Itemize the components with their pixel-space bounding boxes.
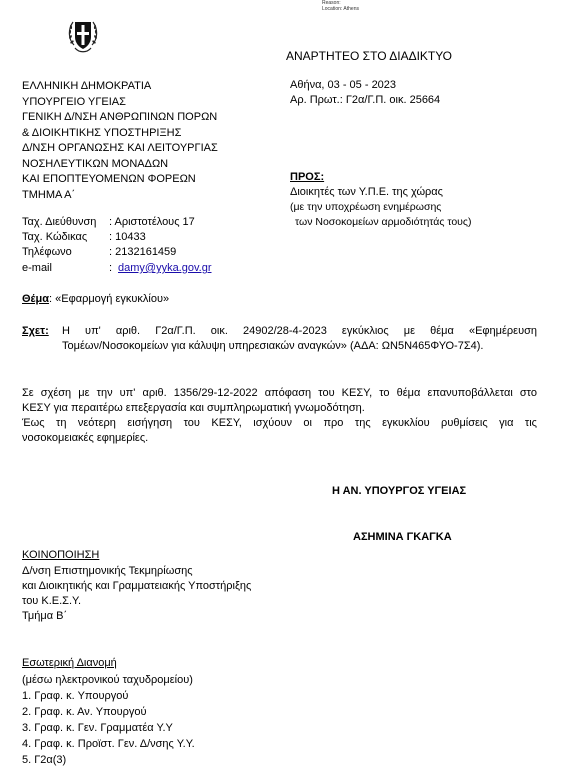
phone-label: Τηλέφωνο xyxy=(22,246,72,258)
sender-line: ΕΛΛΗΝΙΚΗ ΔΗΜΟΚΡΑΤΙΑ xyxy=(22,80,152,92)
signature-reason: Reason: xyxy=(322,0,341,6)
signatory-name: ΑΣΗΜΙΝΑ ΓΚΑΓΚΑ xyxy=(353,531,452,543)
internal-item: 4. Γραφ. κ. Προϊστ. Γεν. Δ/νσης Υ.Υ. xyxy=(22,738,195,750)
postal-code-label: Ταχ. Κώδικας xyxy=(22,231,88,243)
signatory-title: Η ΑΝ. ΥΠΟΥΡΓΟΣ ΥΓΕΙΑΣ xyxy=(332,485,467,497)
body-line: Έως τη νεότερη εισήγηση του ΚΕΣΥ, ισχύουν οι προ της εγκυκλίου ρυθμίσεις για τις xyxy=(22,417,537,429)
notification-item: και Διοικητικής και Γραμματειακής Υποστήριξης xyxy=(22,580,252,592)
internal-item: 2. Γραφ. κ. Αν. Υπουργού xyxy=(22,706,147,718)
sender-line: ΓΕΝΙΚΗ Δ/ΝΣΗ ΑΝΘΡΩΠΙΝΩΝ ΠΟΡΩΝ xyxy=(22,111,218,123)
body-line: νοσοκομειακές εφημερίες. xyxy=(22,432,149,444)
reference-label: Σχετ: xyxy=(22,325,49,337)
sender-line: ΝΟΣΗΛΕΥΤΙΚΩΝ ΜΟΝΑΔΩΝ xyxy=(22,157,169,170)
recipient-line: Διοικητές των Υ.Π.Ε. της χώρας xyxy=(290,186,443,198)
postal-code-value: : 10433 xyxy=(109,231,146,243)
recipient-line: των Νοσοκομείων αρμοδιότητάς τους) xyxy=(295,216,472,228)
internal-item: 5. Γ2α(3) xyxy=(22,754,67,766)
reference-line: Τομέων/Νοσοκομείων για κάλυψη υπηρεσιακών αναγκών» (ΑΔΑ: ΩΝ5Ν465ΦΥΟ-7Σ4). xyxy=(62,340,484,352)
subject xyxy=(22,293,169,306)
sender-line: & ΔΙΟΙΚΗΤΙΚΗΣ ΥΠΟΣΤΗΡΙΞΗΣ xyxy=(22,126,182,139)
body-line: ΚΕΣΥ για περαιτέρω επεξεργασία και συμπληρωματική γνωμοδότηση. xyxy=(22,402,365,414)
greek-coat-of-arms-icon xyxy=(65,15,101,59)
recipient-heading: ΠΡΟΣ: xyxy=(290,171,325,183)
sender-line: ΤΜΗΜΑ Α΄ xyxy=(22,188,76,201)
internal-distribution-heading: Εσωτερική Διανομή xyxy=(22,657,117,669)
sender-line: ΚΑΙ ΕΠΟΠΤΕΥΟΜΕΝΩΝ ΦΟΡΕΩΝ xyxy=(22,173,196,185)
signature-location: Location: Athens xyxy=(322,6,359,12)
subject-label: Θέμα xyxy=(22,293,50,305)
subject-text: : «Εφαρμογή εγκυκλίου» xyxy=(49,293,170,305)
internal-item: 3. Γραφ. κ. Γεν. Γραμματέα Υ.Υ xyxy=(22,722,173,734)
email-link[interactable]: damy@yyka.gov.gr xyxy=(118,262,212,274)
internal-distribution-list xyxy=(22,672,195,768)
email-label: e-mail xyxy=(22,262,52,274)
posting-note: ΑΝΑΡΤΗΤΕΟ ΣΤΟ ΔΙΑΔΙΚΤΥΟ xyxy=(286,49,452,63)
sender-line: Δ/ΝΣΗ ΟΡΓΑΝΩΣΗΣ ΚΑΙ ΛΕΙΤΟΥΡΓΙΑΣ xyxy=(22,142,218,154)
address-value: : Αριστοτέλους 17 xyxy=(109,216,195,228)
notification-list xyxy=(22,564,251,624)
notification-item: Δ/νση Επιστημονικής Τεκμηρίωσης xyxy=(22,565,193,577)
notification-item: Τμήμα Β΄ xyxy=(22,610,68,622)
address-label: Ταχ. Διεύθυνση xyxy=(22,216,97,228)
sender-block xyxy=(22,79,218,203)
internal-item: 1. Γραφ. κ. Υπουργού xyxy=(22,690,129,702)
sender-line: ΥΠΟΥΡΓΕΙΟ ΥΓΕΙΑΣ xyxy=(22,95,126,108)
reference-line: Η υπ' αριθ. Γ2α/Γ.Π. οικ. 24902/28-4-2023 εγκύκλιος με θέμα «Εφημέρευση xyxy=(62,325,537,337)
internal-item: (μέσω ηλεκτρονικού ταχυδρομείου) xyxy=(22,674,193,686)
email-colon: : xyxy=(109,262,113,274)
protocol-number: Αρ. Πρωτ.: Γ2α/Γ.Π. οικ. 25664 xyxy=(290,94,441,106)
date-line: Αθήνα, 03 - 05 - 2023 xyxy=(290,79,397,91)
notification-heading: ΚΟΙΝΟΠΟΙΗΣΗ xyxy=(22,549,100,561)
recipient-line: (με την υποχρέωση ενημέρωσης xyxy=(290,201,442,213)
body-line: Σε σχέση με την υπ' αριθ. 1356/29-12-2022 απόφαση του ΚΕΣΥ, το θέμα επανυποβάλλεται στο xyxy=(22,387,537,399)
notification-item: του Κ.Ε.Σ.Υ. xyxy=(22,595,82,607)
phone-value: : 2132161459 xyxy=(109,246,177,258)
